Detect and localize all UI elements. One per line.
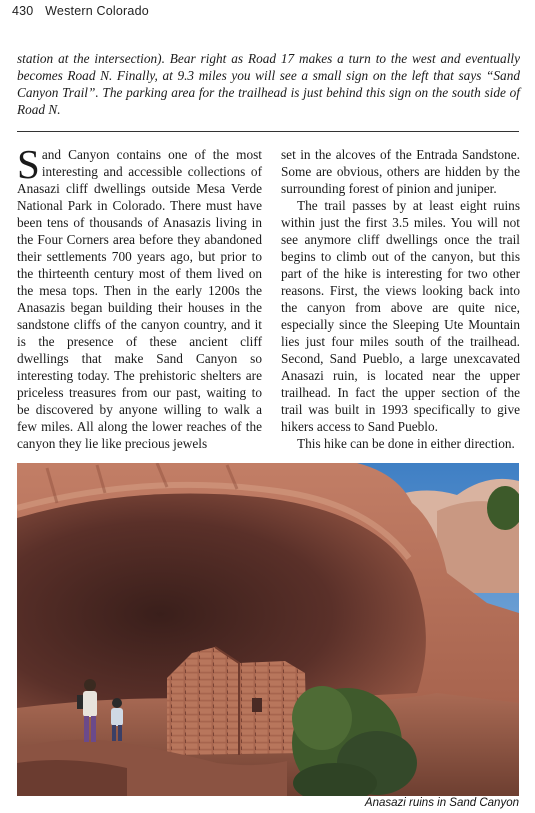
photo-caption: Anasazi ruins in Sand Canyon <box>364 797 519 809</box>
left-column-text: and Canyon contains one of the most interesting and accessible collections of Anasazi cliff dwellings outside Mesa Verde National Park in Colorado. There must have been tens of thousands of Anasazis living in the Four Corners area before they abandoned their settlements 700 years ago, but prior to the thirteenth century most of them lived on the mesa tops. Then in the early 1200s the Anasazis began building their houses in the sandstone cliffs of the canyon country, and it is the presence of these ancient cliff dwellings that make Sand Canyon so interesting today. The prehistoric shelters are priceless treasures from our past, waiting to be discovered by anyone willing to walk a few miles. All along the lower reaches of the canyon they lie like precious jewels <box>17 147 262 451</box>
right-paragraph-2: The trail passes by at least eight ruins within just the first 3.5 miles. You will not see anymore cliff dwellings once the trail begins to climb out of the canyon, but this part of the hike is interesting for two other reasons. First, the views looking back into the canyon from above are quite nice, especially since the Sleeping Ute Mountain lies just four miles south of the trailhead. Second, Sand Pueblo, a large unexcavated Anasazi ruin, is located near the upper trailhead. In fact the upper section of the trail was built in 1993 specifically to give hikers access to Sand Pueblo. <box>281 198 520 434</box>
right-column <box>281 146 520 452</box>
right-paragraph-1: set in the alcoves of the Entrada Sandstone. Some are obvious, others are hidden by the surrounding forest of pinion and juniper. <box>281 147 520 196</box>
canyon-photo-illustration <box>17 463 519 796</box>
drop-cap: S <box>17 141 40 187</box>
masonry-ruin <box>167 647 307 755</box>
intro-paragraph: station at the intersection). Bear right as Road 17 makes a turn to the west and eventually becomes Road N. Finally, at 9.3 miles you will see a small sign on the left that says “Sand Canyon Trail”. The parking area for the trailhead is just behind this sign on the south side of Road N. <box>17 51 520 117</box>
section-title: Western Colorado <box>45 4 149 18</box>
right-paragraph-3: This hike can be done in either direction. <box>297 436 515 451</box>
left-column <box>17 141 262 452</box>
canyon-photo <box>17 463 519 796</box>
page-number: 430 <box>12 4 34 18</box>
section-divider <box>17 131 519 132</box>
body-columns <box>17 141 520 458</box>
running-head <box>12 4 149 18</box>
